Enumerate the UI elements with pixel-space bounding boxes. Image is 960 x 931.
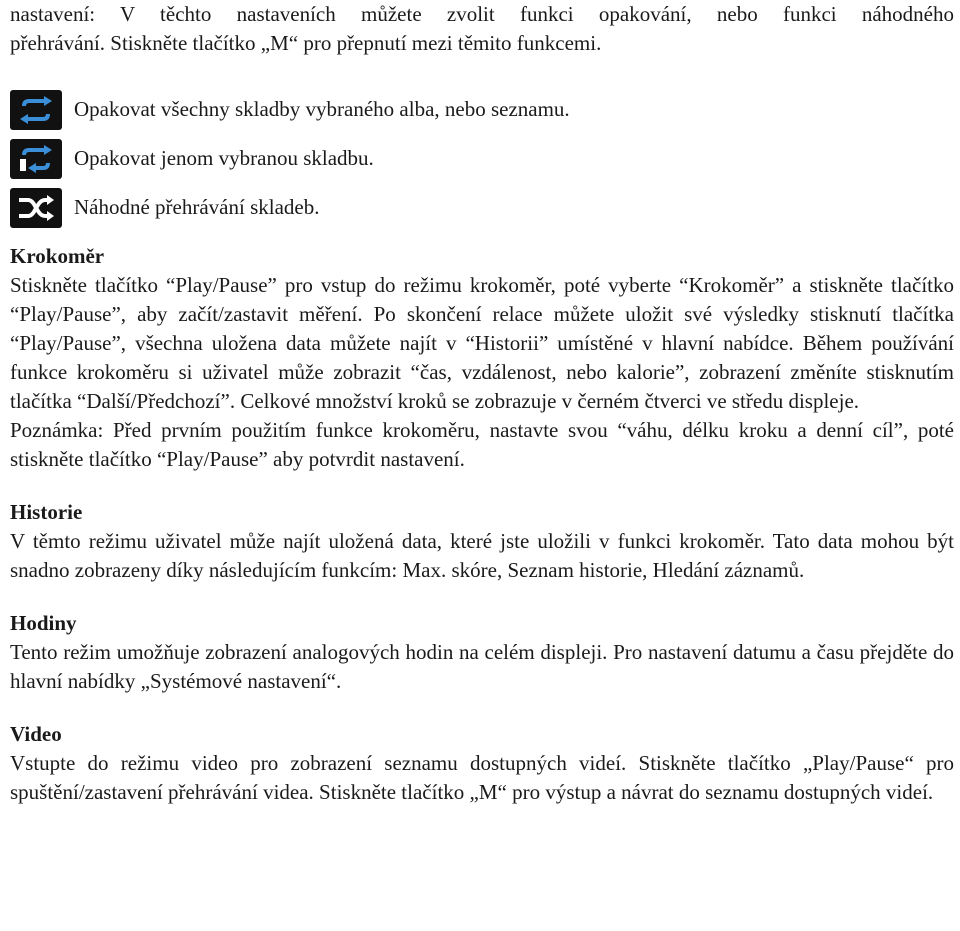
- section-note: Poznámka: Před prvním použitím funkce krokoměru, nastavte svou “váhu, délku kroku a denní cíl”, poté stiskněte tlačítko “Play/Pause” aby potvrdit nastavení.: [10, 418, 954, 471]
- section-heading: Video: [10, 722, 62, 746]
- mode-item-repeat-all: [10, 85, 954, 134]
- section-hodiny: [10, 609, 954, 696]
- mode-label: Náhodné přehrávání skladeb.: [74, 195, 320, 219]
- section-heading: Hodiny: [10, 611, 77, 635]
- shuffle-icon: [10, 188, 62, 228]
- repeat-all-icon: [10, 90, 62, 130]
- mode-item-repeat-one: [10, 134, 954, 183]
- section-krokomer: [10, 242, 954, 474]
- section-paragraph: Stiskněte tlačítko “Play/Pause” pro vstup do režimu krokoměr, poté vyberte “Krokoměr” a stiskněte tlačítko “Play/Pause”, aby začít/zastavit měření. Po skončení relace můžete uložit své výsledky stisknutí tlačítka “Play/Pause”, všechna uložena data můžete najít v “Historii” umístěné v hlavní nabídce. Během používání funkce krokoměru si uživatel může zobrazit “čas, vzdálenost, nebo kalorie”, zobrazení změníte stisknutím tlačítka “Další/Předchozí”. Celkové množství kroků se zobrazuje v černém čtverci ve středu displeje.: [10, 273, 954, 413]
- section-video: [10, 720, 954, 807]
- section-paragraph: Tento režim umožňuje zobrazení analogových hodin na celém displeji. Pro nastavení datumu a času přejděte do hlavní nabídky „Systémové nastavení“.: [10, 640, 954, 693]
- repeat-one-icon: [10, 139, 62, 179]
- mode-item-shuffle: [10, 183, 954, 232]
- mode-label: Opakovat jenom vybranou skladbu.: [74, 146, 374, 170]
- intro-line-1: nastavení: V těchto nastaveních můžete zvolit funkci opakování, nebo funkci náhodného: [10, 2, 954, 26]
- section-heading: Krokoměr: [10, 244, 105, 268]
- intro-line-2: přehrávání. Stiskněte tlačítko „M“ pro přepnutí mezi těmito funkcemi.: [10, 31, 602, 55]
- mode-label: Opakovat všechny skladby vybraného alba, nebo seznamu.: [74, 97, 570, 121]
- section-paragraph: V těmto režimu uživatel může najít uložená data, které jste uložili v funkci krokoměr. Tato data mohou být snadno zobrazeny díky následujícím funkcím: Max. skóre, Seznam historie, Hledání záznamů.: [10, 529, 954, 582]
- playback-mode-list: [10, 85, 954, 232]
- intro-paragraph: [10, 0, 954, 58]
- manual-page: [10, 0, 954, 807]
- section-historie: [10, 498, 954, 585]
- section-heading: Historie: [10, 500, 83, 524]
- section-paragraph: Vstupte do režimu video pro zobrazení seznamu dostupných videí. Stiskněte tlačítko „Play/Pause“ pro spuštění/zastavení přehrávání videa. Stiskněte tlačítko „M“ pro výstup a návrat do seznamu dostupných videí.: [10, 751, 954, 804]
